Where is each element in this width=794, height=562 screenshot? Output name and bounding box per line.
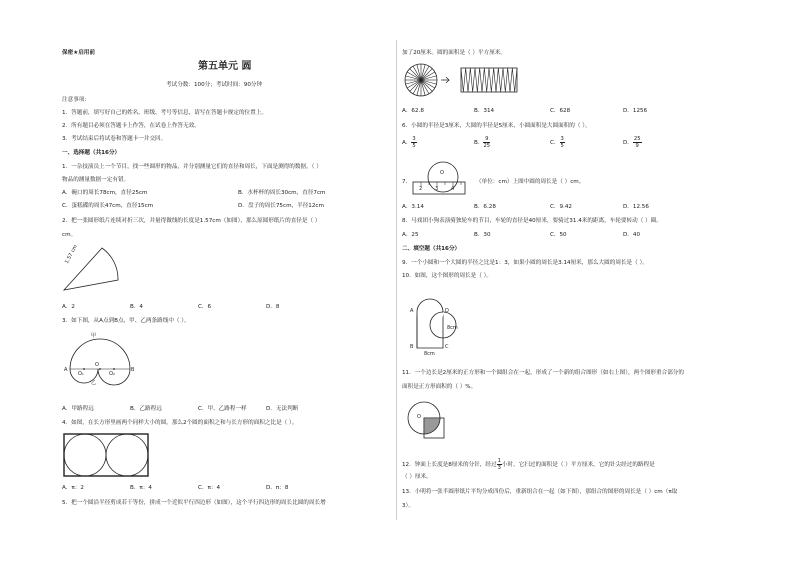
- q7-option-a[interactable]: A．3.14: [402, 204, 424, 210]
- q6-option-c[interactable]: C． $\frac{3}{5}$: [550, 136, 564, 149]
- q7-ruler-circle: [411, 160, 471, 200]
- q12-stem: 12．钟面上长度是8厘米的分针，经过 $\frac{1}{3}$ 小时。它扫过的面积是（ ）平方厘米，它的针尖经过的路程是: [402, 458, 655, 471]
- q1-stem-cont: 物品的测量数据一定有错。: [62, 177, 130, 183]
- note-item: 1．答题前，填写好自己的姓名、班级、考号等信息，请写在答题卡规定的位置上。: [62, 110, 267, 116]
- q3-label-yi: 乙: [91, 380, 97, 386]
- q11-stem: 11．一个边长是2厘米的正方形和一个圆组合在一起，形成了一个新的组合图形（如右上图），两个图形重合部分的: [402, 370, 684, 376]
- q4-option-a[interactable]: A．π：2: [62, 485, 84, 491]
- q3-label-o1: O₁: [78, 371, 84, 377]
- q8-option-c[interactable]: C．50: [550, 232, 567, 238]
- q7-option-b[interactable]: B．6.28: [474, 204, 496, 210]
- q2-stem: 2．把一张圆形纸片连续对折三次，并量得做线的长度是1.57cm（如图），那么原圆形纸片的直径是（ ）: [62, 218, 321, 224]
- q5-stem: 5．把一个圆沿半径剪成若干等份，拼成一个近似平行四边形（如图），这个平行四边形的周长比圆的周长增: [62, 500, 326, 506]
- page-title: 第五单元 圆: [198, 61, 252, 72]
- q3-label-b: B: [131, 367, 135, 373]
- q13-stem: 13．小明将一张半圆形纸片平均分成四份后，重新组合在一起（如下图），那组合的图形的周长是（ ）cm（π取: [402, 489, 678, 495]
- q7-ruler-3: 3: [435, 186, 439, 192]
- q2-figure-label: 1.57 cm: [64, 244, 79, 265]
- section-heading: 二、填空题（共16分）: [402, 246, 461, 252]
- q3-option-b[interactable]: B．乙路程远: [130, 406, 162, 412]
- secret-mark: 保密★启用前: [62, 50, 95, 56]
- note-item: 2．所有题目必须在答题卡上作答，在试卷上作答无效。: [62, 123, 200, 129]
- q7-number: 7．: [402, 179, 412, 185]
- q10-stem: 10．如图，这个图形的周长是（ ）。: [402, 273, 493, 279]
- q6-fraction-c: $\frac{3}{5}$: [560, 136, 564, 149]
- q6-option-a[interactable]: A． $\frac{3}{5}$: [402, 136, 416, 149]
- q12-stem-cont: （ ）厘米。: [402, 474, 432, 480]
- q11-circle-square-figure: [407, 398, 447, 440]
- q2-option-c[interactable]: C．6: [198, 304, 212, 310]
- q6-option-b[interactable]: B． $\frac{9}{25}$: [474, 136, 491, 149]
- q1-option-b[interactable]: B．水杯杯的周长30cm，直径7cm: [238, 190, 326, 196]
- q9-stem: 9．一个小圆和一个大圆的半径之比是1：3，如果小圆的周长是3.14厘米，那么大圆的周长是（ ）。: [402, 260, 648, 266]
- q1-option-c[interactable]: C．蛋糕碟的周长47cm，直径15cm: [62, 203, 154, 209]
- section-heading: 一、选择题（共16分）: [62, 150, 121, 156]
- q3-label-o: O: [95, 362, 99, 368]
- q6-option-d[interactable]: D． $\frac{25}{9}$: [623, 136, 641, 149]
- q11-stem-cont: 面积是正方形面积的（ ）%。: [402, 384, 477, 390]
- q6-fraction-a: $\frac{3}{5}$: [412, 136, 416, 149]
- q10-label-d: D: [445, 308, 449, 314]
- column-divider: [396, 40, 397, 520]
- q4-option-c[interactable]: C．π：4: [198, 485, 221, 491]
- q7-stem: （单位：cm）上图中圆的周长是（ ）cm。: [476, 179, 585, 185]
- q6-stem: 6．小圆的半径是3厘米，大圆的半径是5厘米，小圆面积是大圆面积的（ ）。: [402, 123, 591, 129]
- q7-option-d[interactable]: D．12.56: [623, 204, 649, 210]
- q2-option-a[interactable]: A．2: [62, 304, 75, 310]
- q5-stem-cont: 加了20厘米。圆的面积是（ ）平方厘米。: [402, 50, 506, 56]
- notes-heading: 注意事项：: [62, 97, 90, 103]
- q2-option-b[interactable]: B．4: [130, 304, 143, 310]
- q3-path-figure: [62, 330, 135, 390]
- q10-label-side: 8cm: [447, 325, 458, 331]
- q4-option-b[interactable]: B．π：4: [130, 485, 152, 491]
- q12-fraction: $\frac{1}{3}$: [497, 458, 501, 471]
- exam-info: 考试分数：100分；考试时间：90分钟: [166, 82, 263, 88]
- q10-label-bottom: 8cm: [424, 351, 435, 357]
- q13-stem-cont: 3）。: [402, 503, 414, 509]
- q4-circles-in-rectangle: [62, 432, 152, 482]
- q1-option-a[interactable]: A．碗口的周长78cm，直径25cm: [62, 190, 148, 196]
- q8-option-a[interactable]: A．25: [402, 232, 419, 238]
- note-item: 3．考试结束后将试卷和答题卡一并交回。: [62, 136, 167, 142]
- q5-option-d[interactable]: D．1256: [623, 108, 648, 114]
- q2-option-d[interactable]: D．8: [266, 304, 280, 310]
- q4-stem: 4．如图，在长方形里画两个同样大小的圆。那么2个圆的面积之和与长方形的面积之比是（ ）。: [62, 420, 298, 426]
- q8-option-b[interactable]: B．30: [474, 232, 491, 238]
- q6-fraction-b: $\frac{9}{25}$: [483, 136, 491, 149]
- q5-option-a[interactable]: A．62.8: [402, 108, 424, 114]
- q10-label-a: A: [410, 308, 414, 314]
- q7-option-c[interactable]: C．9.42: [550, 204, 572, 210]
- q7-ruler-4: 4: [451, 186, 455, 192]
- q8-option-d[interactable]: D．40: [623, 232, 641, 238]
- q10-label-c: C: [445, 344, 449, 350]
- q3-label-a: A: [64, 367, 68, 373]
- q2-stem-cont: cm。: [62, 232, 77, 238]
- q4-option-d[interactable]: D．π：8: [266, 485, 289, 491]
- q3-option-c[interactable]: C．甲、乙路程一样: [198, 406, 247, 412]
- q6-fraction-d: $\frac{25}{9}$: [633, 136, 641, 149]
- q3-stem: 3．如下图，从A点到B点，甲、乙两条路线中（ ）。: [62, 318, 190, 324]
- q5-option-b[interactable]: B．314: [474, 108, 495, 114]
- q10-label-b: B: [410, 344, 414, 350]
- q7-label-o: O: [440, 170, 444, 176]
- q3-option-d[interactable]: D．无法判断: [266, 406, 299, 412]
- q7-ruler-2: 2: [419, 186, 423, 192]
- q10-composite-figure: [411, 286, 471, 356]
- q3-label-jia: 甲: [91, 333, 97, 339]
- q1-option-d[interactable]: D．盘子的周长75cm，半径12cm: [238, 203, 324, 209]
- q8-stem: 8．马戏团小狗表演骑独轮车的节目，车轮的直径是40厘米，要骑过31.4米的距离，车轮要转动（ ）圈。: [402, 218, 662, 224]
- q5-option-c[interactable]: C．628: [550, 108, 571, 114]
- q11-label-o: O: [417, 414, 421, 420]
- q5-circle-to-parallelogram: [403, 62, 523, 102]
- q3-label-o2: O₂: [109, 371, 115, 377]
- q3-option-a[interactable]: A．甲路程远: [62, 406, 94, 412]
- q1-stem: 1．一杂技演员上一个节目，找一些圆形的物品，并分别测量它们的直径和周长，下面是测得的数据。（ ）: [62, 164, 322, 170]
